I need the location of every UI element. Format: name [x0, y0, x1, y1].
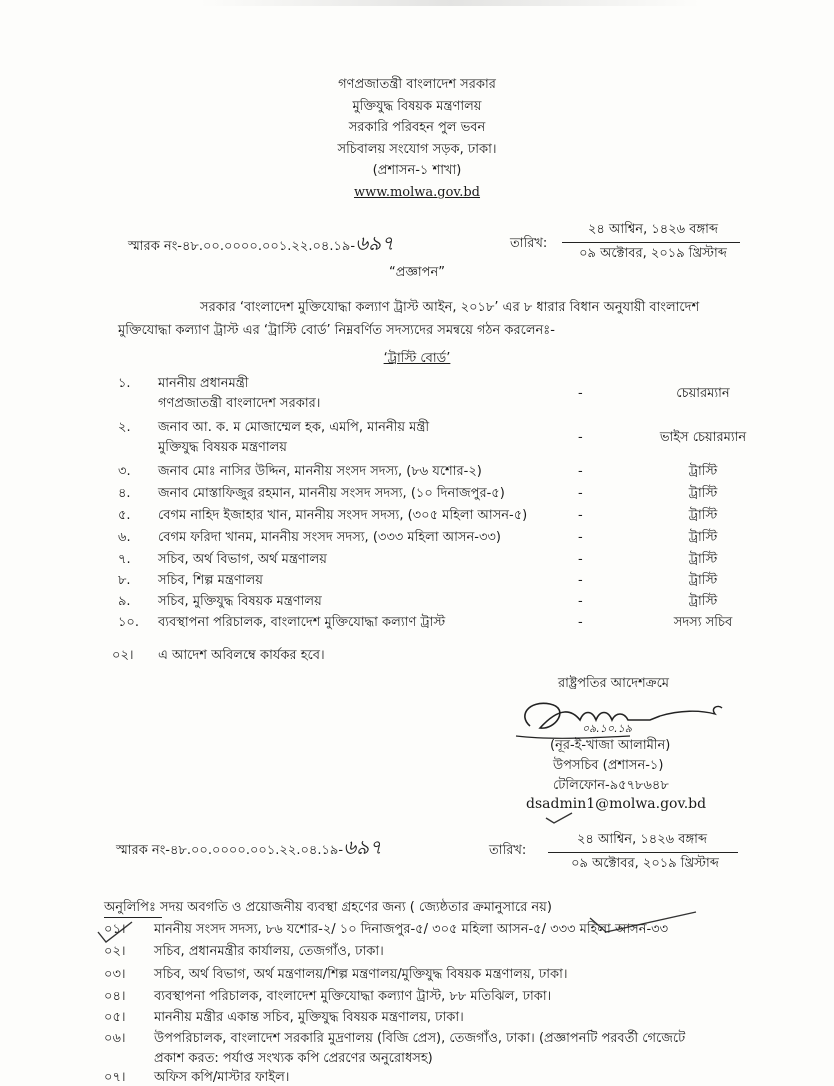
copy-text-cont: প্রকাশ করত: পর্যাপ্ত সংখ্যক কপি প্রেরণের অনুরোধসহ)	[154, 1051, 433, 1066]
member-dash: -	[578, 464, 583, 479]
date-english: ০৯ অক্টোবর, ২০১৯ খ্রিস্টাব্দ	[579, 246, 727, 261]
member-name: বেগম ফরিদা খানম, মাননীয় সংসদ সদস্য, (৩৩৩ মহিলা আসন-৩৩)	[158, 530, 501, 545]
member-role: ভাইস চেয়ারম্যান	[659, 430, 747, 445]
memo-ref-number: স্মারক নং-৪৮.০০.০০০০.০০১.২২.০৪.১৯-	[128, 239, 356, 254]
member-name-cont: মুক্তিযুদ্ধ বিষয়ক মন্ত্রণালয়	[158, 440, 287, 455]
member-name-cont: গণপ্রজাতন্ত্রী বাংলাদেশ সরকার।	[158, 396, 321, 411]
ministry-name: মুক্তিযুদ্ধ বিষয়ক মন্ত্রণালয়	[352, 98, 482, 114]
member-name: জনাব মোঃ নাসির উদ্দিন, মাননীয় সংসদ সদস্য, (৮৬ যশোর-২)	[158, 464, 482, 479]
member-name: বেগম নাহিদ ইজাহার খান, মাননীয় সংসদ সদস্য, (৩০৫ মহিলা আসন-৫)	[158, 508, 528, 523]
member-number: ১.	[118, 376, 131, 391]
member-dash: -	[578, 486, 583, 501]
member-dash: -	[578, 430, 583, 445]
tick-mark-icon	[544, 811, 574, 825]
member-role: ট্রাস্টি	[688, 508, 718, 523]
member-row	[0, 615, 834, 635]
member-name: জনাব আ. ক. ম মোজাম্মেল হক, এমপি, মাননীয় মন্ত্রী	[158, 420, 430, 435]
building-name: সরকারি পরিবহন পুল ভবন	[348, 120, 486, 135]
member-dash: -	[578, 573, 583, 588]
notice-title: “প্রজ্ঞাপন”	[389, 265, 445, 280]
copy-text: সচিব, অর্থ বিভাগ, অর্থ মন্ত্রণালয়/শিল্প মন্ত্রণালয়/মুক্তিযুদ্ধ বিষয়ক মন্ত্রণালয়, ঢাকা।	[154, 967, 568, 982]
signature-date: ০৯.১০.১৯	[582, 722, 632, 735]
signatory-designation: উপসচিব (প্রশাসন-১)	[553, 758, 664, 773]
copy-text: মাননীয় সংসদ সদস্য, ৮৬ যশোর-২/ ১০ দিনাজপুর-৫/ ৩০৫ মহিলা আসন-৫/ ৩৩৩ মহিলা আসন-৩৩	[154, 922, 669, 937]
member-dash: -	[578, 594, 583, 609]
member-row	[0, 420, 834, 455]
copy-text: উপপরিচালক, বাংলাদেশ সরকারি মুদ্রণালয় (বিজি প্রেস), তেজগাঁও, ঢাকা। (প্রজ্ঞাপনটি পরবর্তী গেজেটে	[154, 1031, 686, 1046]
member-role: ট্রাস্টি	[688, 594, 718, 609]
member-dash: -	[578, 530, 583, 545]
member-role: ট্রাস্টি	[688, 573, 718, 588]
memo-ref	[128, 231, 394, 256]
copy-text: মাননীয় মন্ত্রীর একান্ত সচিব, মুক্তিযুদ্ধ বিষয়ক মন্ত্রণালয়, ঢাকা।	[154, 1010, 464, 1025]
member-row	[0, 573, 834, 593]
member-role: ট্রাস্টি	[688, 464, 718, 479]
member-row	[0, 464, 834, 484]
member-role: ট্রাস্টি	[688, 530, 718, 545]
member-name: সচিব, অর্থ বিভাগ, অর্থ মন্ত্রণালয়	[158, 552, 327, 567]
member-number: ৪.	[118, 486, 131, 501]
copy-number: ০৭।	[104, 1070, 126, 1085]
signatory-email[interactable]: dsadmin1@molwa.gov.bd	[526, 796, 707, 812]
member-row	[0, 376, 834, 411]
member-name: সচিব, মুক্তিযুদ্ধ বিষয়ক মন্ত্রণালয়	[158, 594, 322, 609]
signatory-phone: টেলিফোন-৯৫৭৮৬৪৮	[553, 778, 669, 793]
member-name: ব্যবস্থাপনা পরিচালক, বাংলাদেশ মুক্তিযোদ্ধা কল্যাণ ট্রাস্ট	[158, 615, 446, 630]
member-number: ৯.	[118, 594, 131, 609]
member-dash: -	[578, 552, 583, 567]
member-number: ৩.	[118, 464, 131, 479]
clause-text: এ আদেশ অবিলম্বে কার্যকর হবে।	[158, 648, 325, 663]
copy-number: ০৩।	[104, 967, 126, 982]
signatory-name: (নূর-ই-খাজা আলামীন)	[550, 738, 671, 753]
member-dash: -	[578, 508, 583, 523]
website-link[interactable]: www.molwa.gov.bd	[353, 184, 481, 200]
member-dash: -	[578, 615, 583, 630]
member-name: মাননীয় প্রধানমন্ত্রী	[158, 376, 249, 391]
member-row	[0, 552, 834, 572]
board-title: ‘ট্রাস্টি বোর্ড’	[383, 351, 451, 366]
body-line-2: মুক্তিযোদ্ধা কল্যাণ ট্রাস্ট এর ‘ট্রাস্টি বোর্ড’ নিম্নবর্ণিত সদস্যদের সমন্বয়ে গঠন করলেনঃ-	[118, 323, 555, 338]
member-dash: -	[578, 386, 583, 401]
date2-divider	[548, 852, 738, 853]
date-bangla: ২৪ আশ্বিন, ১৪২৬ বঙ্গাব্দ	[587, 222, 718, 237]
memo2-ref	[116, 835, 382, 860]
date2-bangla: ২৪ আশ্বিন, ১৪২৬ বঙ্গাব্দ	[576, 832, 707, 847]
member-number: ৭.	[118, 552, 131, 567]
memo2-ref-handwritten: ৬৯৭	[343, 835, 383, 859]
scan-edge-mark	[200, 0, 700, 6]
member-number: ৮.	[118, 573, 131, 588]
date2-english: ০৯ অক্টোবর, ২০১৯ খ্রিস্টাব্দ	[571, 856, 719, 871]
copy-number: ০১।	[104, 922, 126, 937]
member-role: চেয়ারম্যান	[676, 386, 730, 401]
member-number: ১০.	[118, 615, 140, 630]
date2-label: তারিখ:	[489, 843, 527, 858]
member-role: সদস্য সচিব	[673, 615, 733, 630]
copy-number: ০৫।	[104, 1010, 126, 1025]
copy-number: ০৪।	[104, 989, 126, 1004]
copy-header: অনুলিপিঃ সদয় অবগতি ও প্রয়োজনীয় ব্যবস্থা গ্রহণের জন্য ( জ্যেষ্ঠতার ক্রমানুসারে নয়)	[104, 900, 552, 915]
member-row	[0, 508, 834, 528]
member-number: ৬.	[118, 530, 131, 545]
letterhead	[0, 74, 834, 203]
date-label: তারিখ:	[510, 236, 548, 251]
member-role: ট্রাস্টি	[688, 486, 718, 501]
clause-number: ০২।	[112, 648, 134, 663]
copy-text: অফিস কপি/মাস্টার ফাইল।	[154, 1070, 290, 1085]
branch: (প্রশাসন-১ শাখা)	[372, 163, 462, 178]
member-role: ট্রাস্টি	[688, 552, 718, 567]
copy-text: ব্যবস্থাপনা পরিচালক, বাংলাদেশ মুক্তিযোদ্ধা কল্যাণ ট্রাস্ট, ৮৮ মতিঝিল, ঢাকা।	[154, 989, 552, 1004]
member-number: ২.	[118, 420, 131, 435]
copy-number: ০৬।	[104, 1031, 126, 1046]
memo-ref-handwritten: ৬৯৭	[355, 231, 395, 255]
member-name: জনাব মোস্তাফিজুর রহমান, মাননীয় সংসদ সদস্য, (১০ দিনাজপুর-৫)	[158, 486, 505, 501]
member-row	[0, 486, 834, 506]
member-number: ৫.	[118, 508, 131, 523]
member-name: সচিব, শিল্প মন্ত্রণালয়	[158, 573, 263, 588]
date-divider	[562, 242, 740, 243]
address: সচিবালয় সংযোগ সড়ক, ঢাকা।	[337, 141, 497, 157]
order-line: রাষ্ট্রপতির আদেশক্রমে	[558, 676, 670, 691]
memo2-ref-number: স্মারক নং-৪৮.০০.০০০০.০০১.২২.০৪.১৯-	[116, 843, 344, 858]
member-row	[0, 594, 834, 614]
govt-name: গণপ্রজাতন্ত্রী বাংলাদেশ সরকার	[338, 77, 496, 92]
copy-text: সচিব, প্রধানমন্ত্রীর কার্যালয়, তেজগাঁও, ঢাকা।	[154, 944, 384, 959]
member-row	[0, 530, 834, 550]
copy-number: ০২।	[104, 944, 126, 959]
body-line-1: সরকার ‘বাংলাদেশ মুক্তিযোদ্ধা কল্যাণ ট্রাস্ট আইন, ২০১৮’ এর ৮ ধারার বিধান অনুযায়ী বাংলাদেশ	[200, 300, 700, 315]
